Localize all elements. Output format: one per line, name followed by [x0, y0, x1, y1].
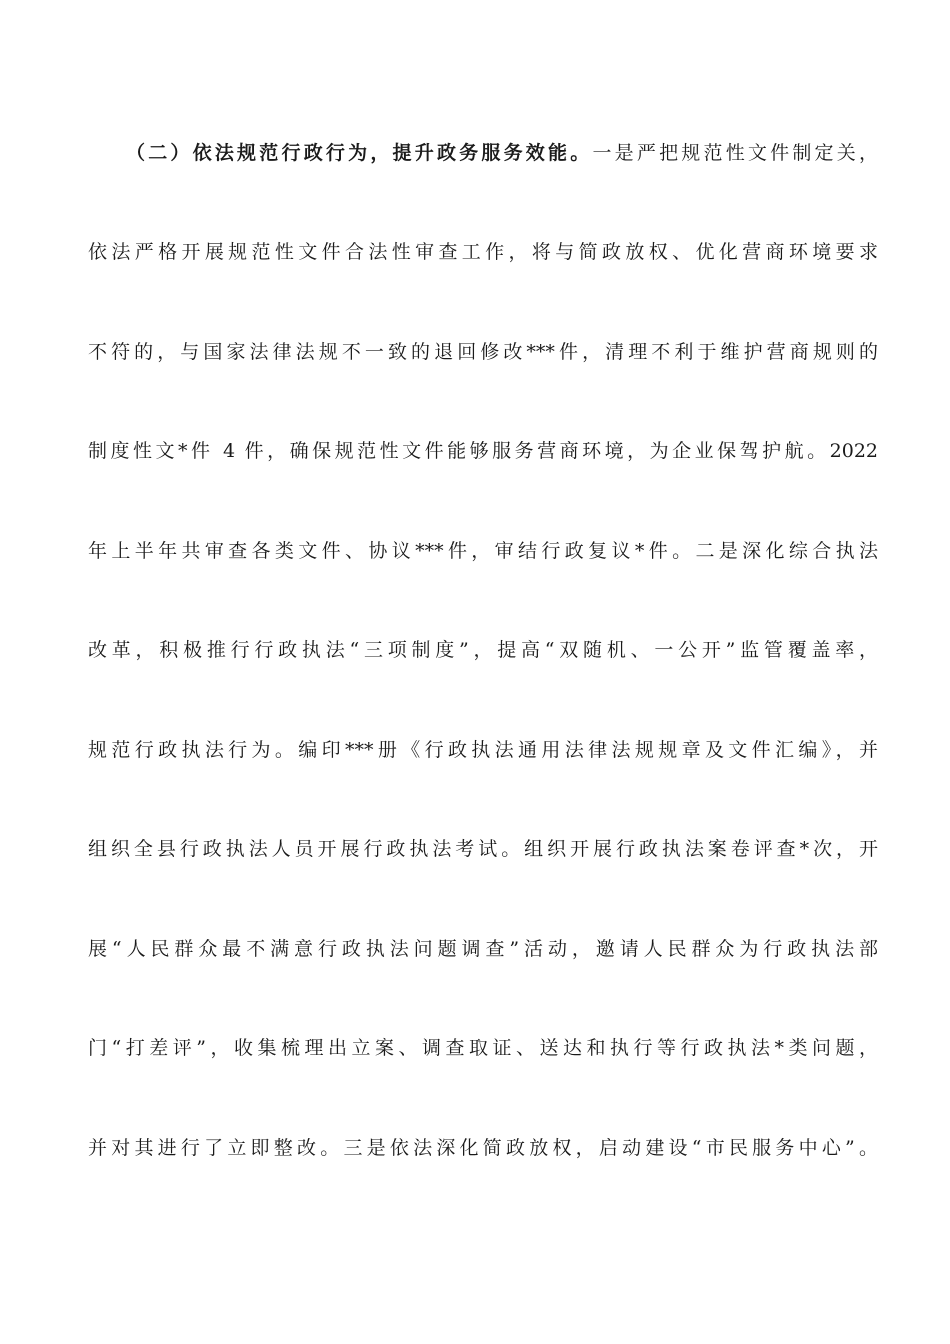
paragraph-line-2: 依法严格开展规范性文件合法性审查工作，将与简政放权、优化营商环境要求	[88, 241, 878, 263]
paragraph-line-1	[126, 138, 878, 168]
line-text: 一是严把规范性文件制定关，	[592, 142, 878, 164]
paragraph-line-4: 制度性文*件 4 件，确保规范性文件能够服务营商环境，为企业保驾护航。2022	[88, 440, 878, 462]
paragraph-line-8: 组织全县行政执法人员开展行政执法考试。组织开展行政执法案卷评查*次，开	[88, 838, 878, 860]
paragraph-line-7: 规范行政执法行为。编印***册《行政执法通用法律法规规章及文件汇编》，并	[88, 739, 878, 761]
paragraph-line-11: 并对其进行了立即整改。三是依法深化简政放权，启动建设“市民服务中心”。	[88, 1137, 878, 1159]
paragraph-line-3: 不符的，与国家法律法规不一致的退回修改***件，清理不利于维护营商规则的	[88, 341, 878, 363]
section-heading: （二）依法规范行政行为，提升政务服务效能。	[126, 142, 593, 164]
paragraph-line-10: 门“打差评”，收集梳理出立案、调查取证、送达和执行等行政执法*类问题，	[88, 1037, 878, 1059]
paragraph-line-9: 展“人民群众最不满意行政执法问题调查”活动，邀请人民群众为行政执法部	[88, 938, 878, 960]
paragraph-line-5: 年上半年共审查各类文件、协议***件，审结行政复议*件。二是深化综合执法	[88, 540, 878, 562]
paragraph-line-6: 改革，积极推行行政执法“三项制度”，提高“双随机、一公开”监管覆盖率，	[88, 639, 878, 661]
